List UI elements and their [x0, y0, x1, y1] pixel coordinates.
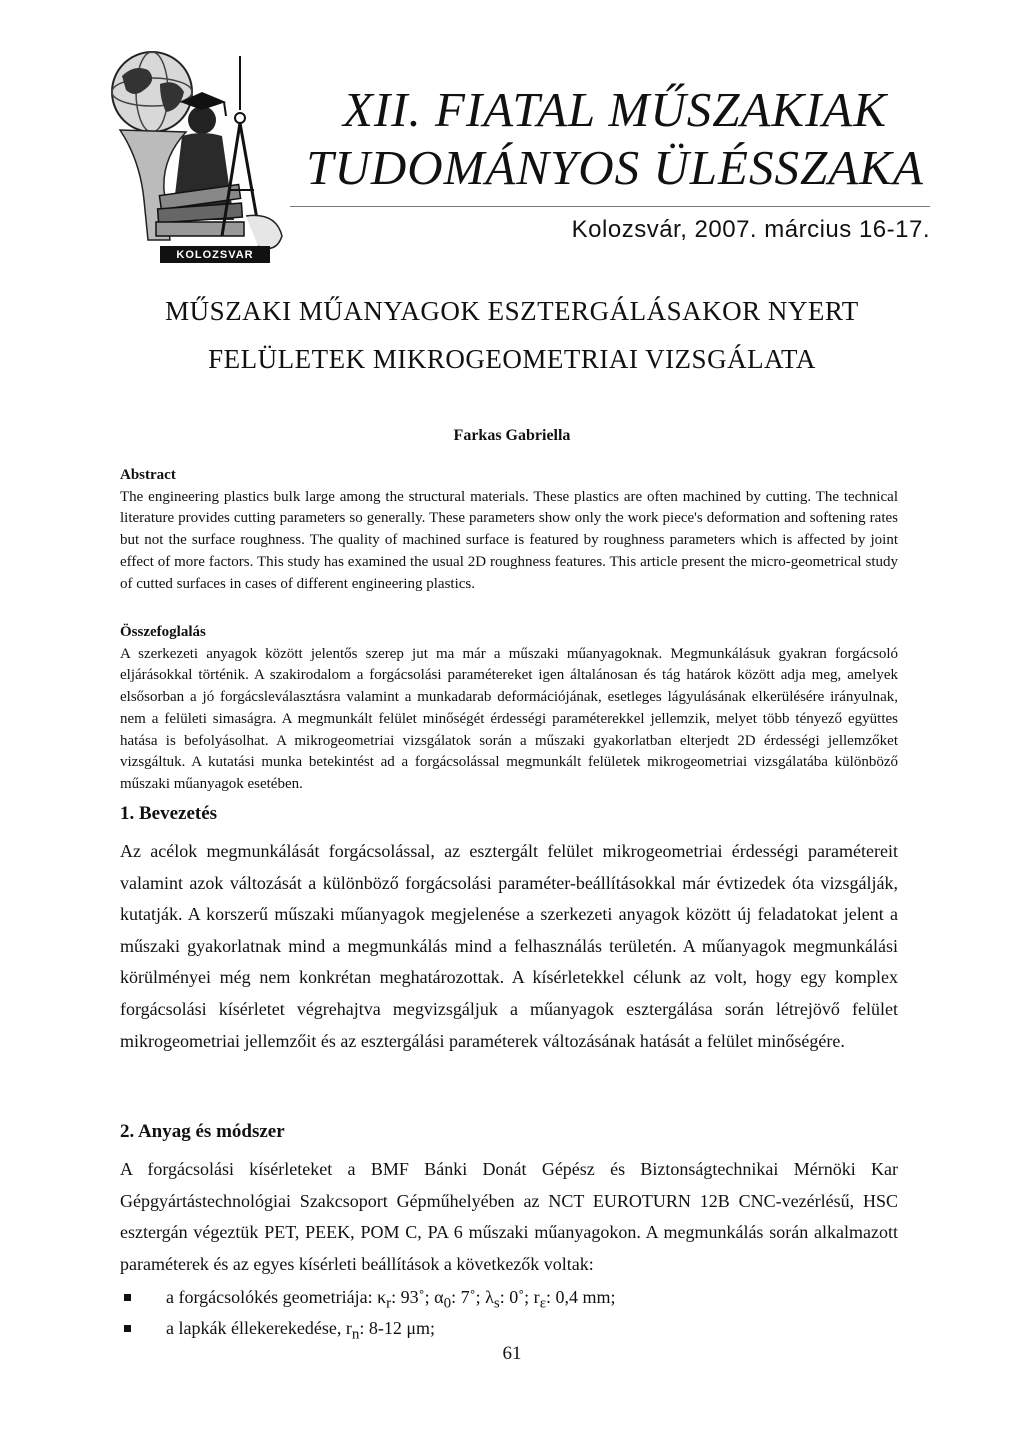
header-divider — [290, 206, 930, 207]
parameter-list — [120, 1282, 898, 1344]
paper-title-line-1: MŰSZAKI MŰANYAGOK ESZTERGÁLÁSAKOR NYERT — [165, 296, 859, 326]
bullet-text: a forgácsolókés geometriája: κ — [166, 1287, 387, 1307]
abstract-block — [120, 465, 898, 595]
page-number: 61 — [502, 1343, 522, 1364]
conference-title-line-2: TUDOMÁNYOS ÜLÉSSZAKA — [306, 140, 924, 195]
bullet-text: : 7˚; λ — [451, 1287, 494, 1307]
subscript: s — [493, 1295, 500, 1312]
bullet-text: : 93˚; α — [391, 1287, 444, 1307]
bullet-text: : 0˚; r — [499, 1287, 540, 1307]
subscript: 0 — [443, 1295, 452, 1312]
author-name: Farkas Gabriella — [453, 427, 571, 444]
bullet-square-icon — [124, 1325, 131, 1332]
summary-heading: Összefoglalás — [120, 624, 206, 640]
paper-title-line-2: FELÜLETEK MIKROGEOMETRIAI VIZSGÁLATA — [208, 344, 816, 374]
summary-text: A szerkezeti anyagok között jelentős szerep jut ma már a műszaki műanyagoknak. Megmunkálásuk gyakran forgácsoló eljárásokkal történik. A szakirodalom a forgácsolási paramétereket igen általánosan és tág határok között adja meg, amelyek elsősorban a jó forgácsleválasztásra valamint a munkadarab deformációjának, esetleges lágyulásának elkerülésére irányulnak, nem a felületi simaságra. A megmunkált felület minőségét érdességi paraméterekkel jellemzik, melyet több tényező együttes hatása is befolyásolhat. A mikrogeometriai vizsgálatok során a műszaki gyakorlatban elterjedt 2D érdességi jellemzőket vizsgáltuk. A kutatási munka betekintést ad a forgácsolással megmunkált felületek mikrogeometriai vizsgálatába különböző műszaki műanyagok esetében. — [120, 645, 898, 792]
subscript: n — [351, 1326, 360, 1343]
list-item — [120, 1282, 898, 1313]
abstract-heading: Abstract — [120, 467, 176, 483]
subscript: r — [386, 1295, 392, 1312]
section-2-text: A forgácsolási kísérleteket a BMF Bánki Donát Gépész és Biztonságtechnikai Mérnöki Kar Gépgyártástechnológiai Szakcsoport Gépműhelyében az NCT EUROTURN 12B CNC-vezérlésű, HSC esztergán végeztük PET, PEEK, POM C, PA 6 műszaki műanyagokon. A megmunkálás során alkalmazott paraméterek és az egyes kísérleti beállítások a következők voltak: — [120, 1159, 898, 1274]
bullet-text: : 0,4 mm; — [546, 1287, 616, 1307]
abstract-text: The engineering plastics bulk large among the structural materials. These plastics are often machined by cutting. The technical literature provides cutting parameters so generally. These parameters show only the work piece's deformation and softening rates but not the surface roughness. The quality of machined surface is featured by roughness parameters which is affected by joint effect of more factors. This study has examined the usual 2D roughness features. This article present the micro-geometrical study of cutted surfaces in cases of different engineering plastics. — [120, 488, 898, 592]
conference-place-date: Kolozsvár, 2007. március 16-17. — [571, 216, 930, 243]
conference-title-line-1: XII. FIATAL MŰSZAKIAK — [342, 82, 888, 137]
bullet-text: a lapkák éllekerekedése, r — [166, 1318, 352, 1338]
section-2-heading: 2. Anyag és módszer — [120, 1121, 285, 1142]
summary-block — [120, 622, 898, 796]
list-item — [120, 1313, 898, 1344]
bullet-square-icon — [124, 1294, 131, 1301]
subscript: ε — [539, 1295, 546, 1312]
section-1-heading: 1. Bevezetés — [120, 803, 218, 824]
bullet-text: : 8-12 μm; — [359, 1318, 436, 1338]
conference-logo — [100, 40, 290, 265]
section-1-text: Az acélok megmunkálását forgácsolással, az esztergált felület mikrogeometriai érdességi paramétereit valamint azok változását a különböző forgácsolási paraméter-beállításokkal már évtizedek óta vizsgálják, kutatják. A korszerű műszaki műanyagok megjelenése a szerkezeti anyagok között új feladatokat jelent a műszaki gyakorlatnak mind a megmunkálás mind a felhasználás területén. A műanyagok megmunkálási körülményei még nem konkrétan meghatározottak. A kísérletekkel célunk az volt, hogy egy komplex forgácsolási kísérletet végrehajtva megvizsgáljuk a műanyagok esztergálása során létrejövő felület mikrogeometriai jellemzőit és az esztergálási paraméterek változásának hatását a felület minőségére. — [120, 841, 898, 1051]
logo-band-label: KOLOZSVAR — [160, 246, 270, 263]
